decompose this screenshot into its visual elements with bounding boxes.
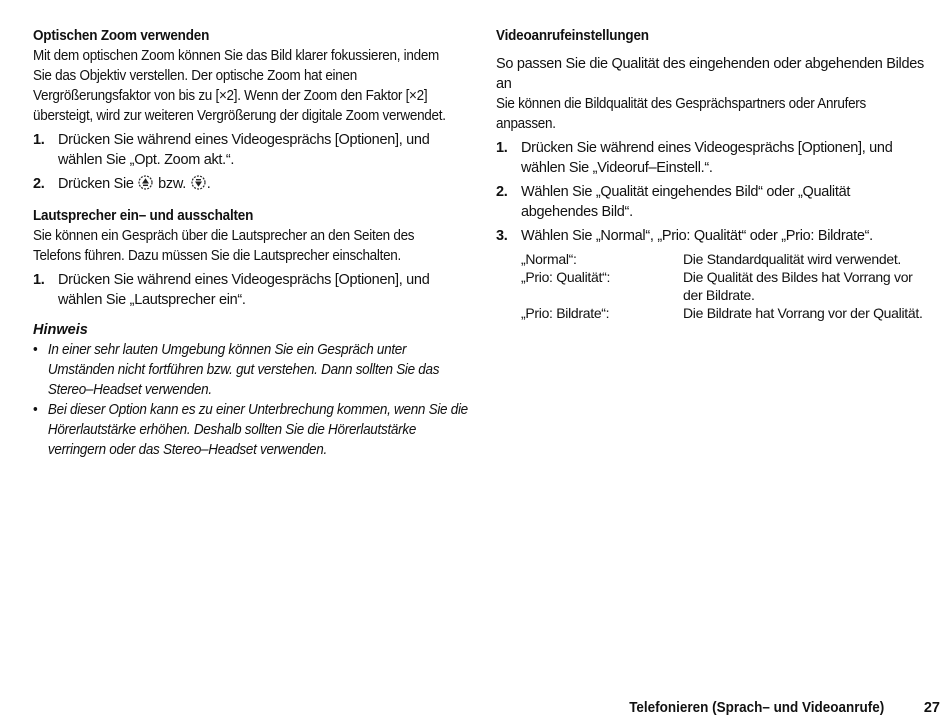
step-text: Drücken Sie während eines Videogesprächs [Optionen], und wählen Sie „Videoruf–Einstell.“. xyxy=(521,140,893,176)
bullet-text: Bei dieser Option kann es zu einer Unterbrechung kommen, wenn Sie die Hörerlautstärke erhöhen. Deshalb sollten Sie die Hörerlautstärke verringern oder das Stereo–Headset verwenden. xyxy=(47,402,468,458)
option-row xyxy=(521,304,926,322)
option-value: Die Qualität des Bildes hat Vorrang vor der Bildrate. xyxy=(683,269,913,303)
option-value: Die Standardqualität wird verwendet. xyxy=(683,251,901,267)
step-text: Drücken Sie während eines Videogesprächs [Optionen], und wählen Sie „Opt. Zoom akt.“. xyxy=(58,132,430,168)
step-text-post: . xyxy=(206,176,211,192)
option-value: Die Bildrate hat Vorrang vor der Qualität. xyxy=(683,305,923,321)
note-bullet xyxy=(33,340,476,400)
speaker-step-1 xyxy=(33,270,463,310)
video-step-3 xyxy=(496,226,926,246)
nav-down-icon xyxy=(191,175,206,190)
note-title: Hinweis xyxy=(33,322,88,338)
bullet-text: In einer sehr lauten Umgebung können Sie ein Gespräch unter Umständen nicht fortführen bzw. gut verstehen. Dann sollten Sie das Stereo–Headset verwenden. xyxy=(47,342,440,398)
bullet-dot: • xyxy=(33,342,38,358)
right-column xyxy=(496,26,926,322)
option-row xyxy=(521,250,926,268)
option-key: „Prio: Qualität“: xyxy=(521,269,611,285)
step-text: Drücken Sie während eines Videogesprächs [Optionen], und wählen Sie „Lautsprecher ein“. xyxy=(58,272,430,308)
section-title-zoom: Optischen Zoom verwenden xyxy=(33,28,210,44)
step-text: Wählen Sie „Normal“, „Prio: Qualität“ oder „Prio: Bildrate“. xyxy=(521,228,873,244)
video-description: Sie können die Bildqualität des Gesprächspartners oder Anrufers anpassen. xyxy=(496,96,866,132)
video-step-2 xyxy=(496,182,926,222)
option-row xyxy=(521,268,926,304)
page-number: 27 xyxy=(923,700,940,716)
step-text: Wählen Sie „Qualität eingehendes Bild“ oder „Qualität abgehendes Bild“. xyxy=(521,184,851,220)
step-number: 2. xyxy=(33,176,45,192)
step-number: 1. xyxy=(33,272,45,288)
nav-up-icon xyxy=(138,175,153,190)
option-key: „Normal“: xyxy=(521,251,577,267)
step-number: 2. xyxy=(496,184,508,200)
left-column xyxy=(33,26,468,460)
video-subtitle: So passen Sie die Qualität des eingehenden oder abgehenden Bildes an xyxy=(496,56,924,92)
step-number: 3. xyxy=(496,228,508,244)
step-number: 1. xyxy=(496,140,508,156)
step-number: 1. xyxy=(33,132,45,148)
section-title-speaker: Lautsprecher ein– und ausschalten xyxy=(33,208,254,224)
zoom-step-2 xyxy=(33,174,463,194)
step-text-pre: Drücken Sie xyxy=(58,176,134,192)
bullet-dot: • xyxy=(33,402,38,418)
speaker-description: Sie können ein Gespräch über die Lautsprecher an den Seiten des Telefons führen. Dazu müssen Sie die Lautsprecher einschalten. xyxy=(33,228,415,264)
note-bullet xyxy=(33,400,476,460)
video-step-1 xyxy=(496,138,926,178)
quality-options-table xyxy=(521,250,926,322)
step-text-mid: bzw. xyxy=(158,176,186,192)
zoom-description: Mit dem optischen Zoom können Sie das Bild klarer fokussieren, indem Sie das Objektiv verstellen. Der optische Zoom hat einen Vergrößerungsfaktor von bis zu [×2]. Wenn der Zoom den Faktor [×2] übersteigt, wird zur weiteren Vergrößerung der digitale Zoom verwendet. xyxy=(33,48,446,124)
option-key: „Prio: Bildrate“: xyxy=(521,305,610,321)
zoom-step-1 xyxy=(33,130,463,170)
chapter-title: Telefonieren (Sprach– und Videoanrufe) xyxy=(628,700,884,716)
section-title-video-settings: Videoanrufeinstellungen xyxy=(496,28,649,44)
